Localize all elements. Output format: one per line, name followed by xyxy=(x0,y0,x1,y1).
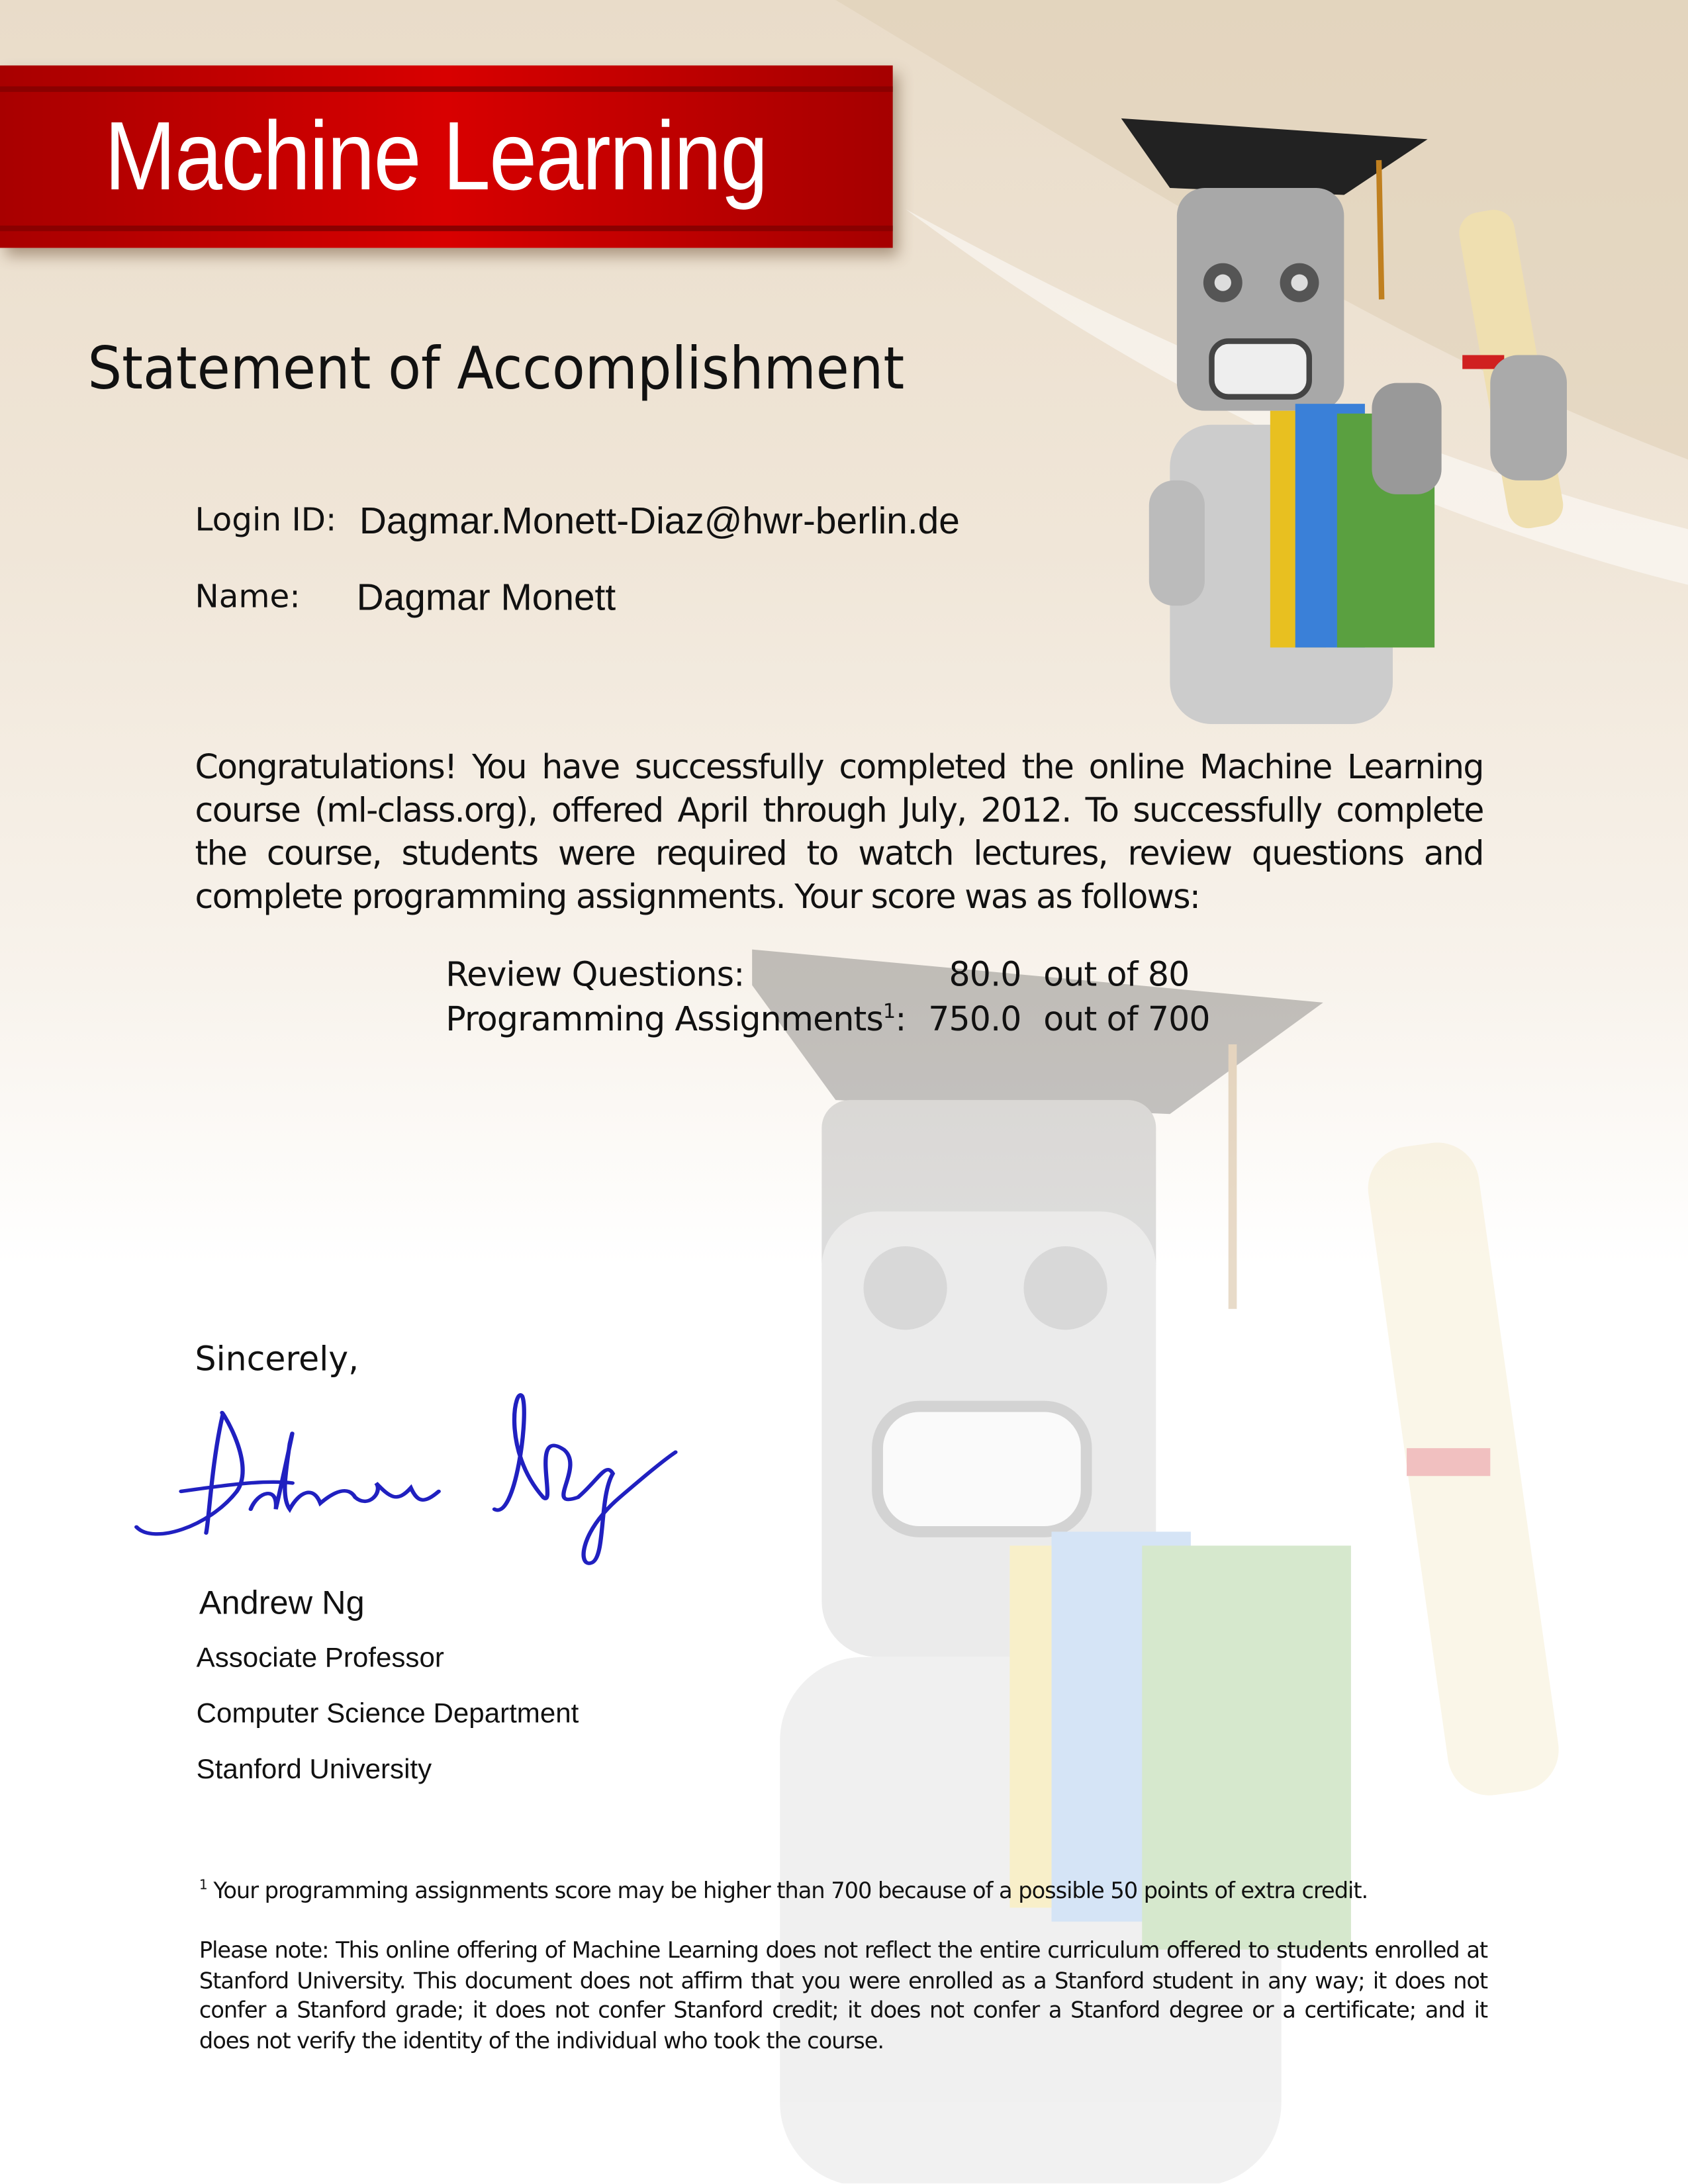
closing: Sincerely, xyxy=(195,1340,359,1379)
programming-assignments-max: out of 700 xyxy=(1043,999,1210,1039)
congratulations-paragraph: Congratulations! You have successfully completed the online Machine Learning course (ml-class.org), offered April through July, 2012. To successfully complete the course, students were required to watch lectures, review questions and complete programming assignments. Your score was as follows: xyxy=(195,747,1483,917)
name-label: Name: xyxy=(195,579,301,615)
footnote-text: Your programming assignments score may be higher than 700 because of a possible 50 points of extra credit. xyxy=(213,1877,1368,1904)
review-questions-label: Review Questions: xyxy=(445,955,745,995)
score-table xyxy=(445,955,1483,1038)
signer-title: Associate Professor xyxy=(196,1643,444,1674)
label-colon: : xyxy=(895,999,906,1039)
login-id-label: Login ID: xyxy=(195,502,337,539)
programming-assignments-score: 750.0 xyxy=(928,999,1021,1039)
login-id-value: Dagmar.Monett-Diaz@hwr-berlin.de xyxy=(359,500,960,542)
footer-notes xyxy=(199,1877,1487,2055)
name-value: Dagmar Monett xyxy=(356,576,616,619)
course-title: Machine Learning xyxy=(104,101,767,210)
robot-graduate-illustration xyxy=(1114,105,1587,724)
signer-university: Stanford University xyxy=(196,1754,432,1786)
body-section xyxy=(195,747,1483,1039)
review-questions-max: out of 80 xyxy=(1043,955,1190,995)
programming-assignments-label xyxy=(445,1000,906,1039)
certificate-heading: Statement of Accomplishment xyxy=(87,334,905,403)
signer-department: Computer Science Department xyxy=(196,1698,579,1730)
footnote xyxy=(199,1877,1487,1905)
footnote-marker: 1 xyxy=(882,1001,896,1024)
review-questions-score: 80.0 xyxy=(949,955,1021,995)
signer-name: Andrew Ng xyxy=(199,1584,365,1623)
disclaimer: Please note: This online offering of Machine Learning does not reflect the entire curriculum offered to students enrolled at Stanford University. This document does not affirm that you were enrolled as a Stanford student in any way; it does not confer a Stanford grade; it does not confer Stanford credit; it does not confer a Stanford degree or a certificate; and it does not verify the identity of the individual who took the course. xyxy=(199,1936,1488,2054)
handwritten-signature xyxy=(125,1379,696,1580)
footnote-number: 1 xyxy=(199,1878,207,1893)
programming-label-text: Programming Assignments xyxy=(445,999,883,1039)
